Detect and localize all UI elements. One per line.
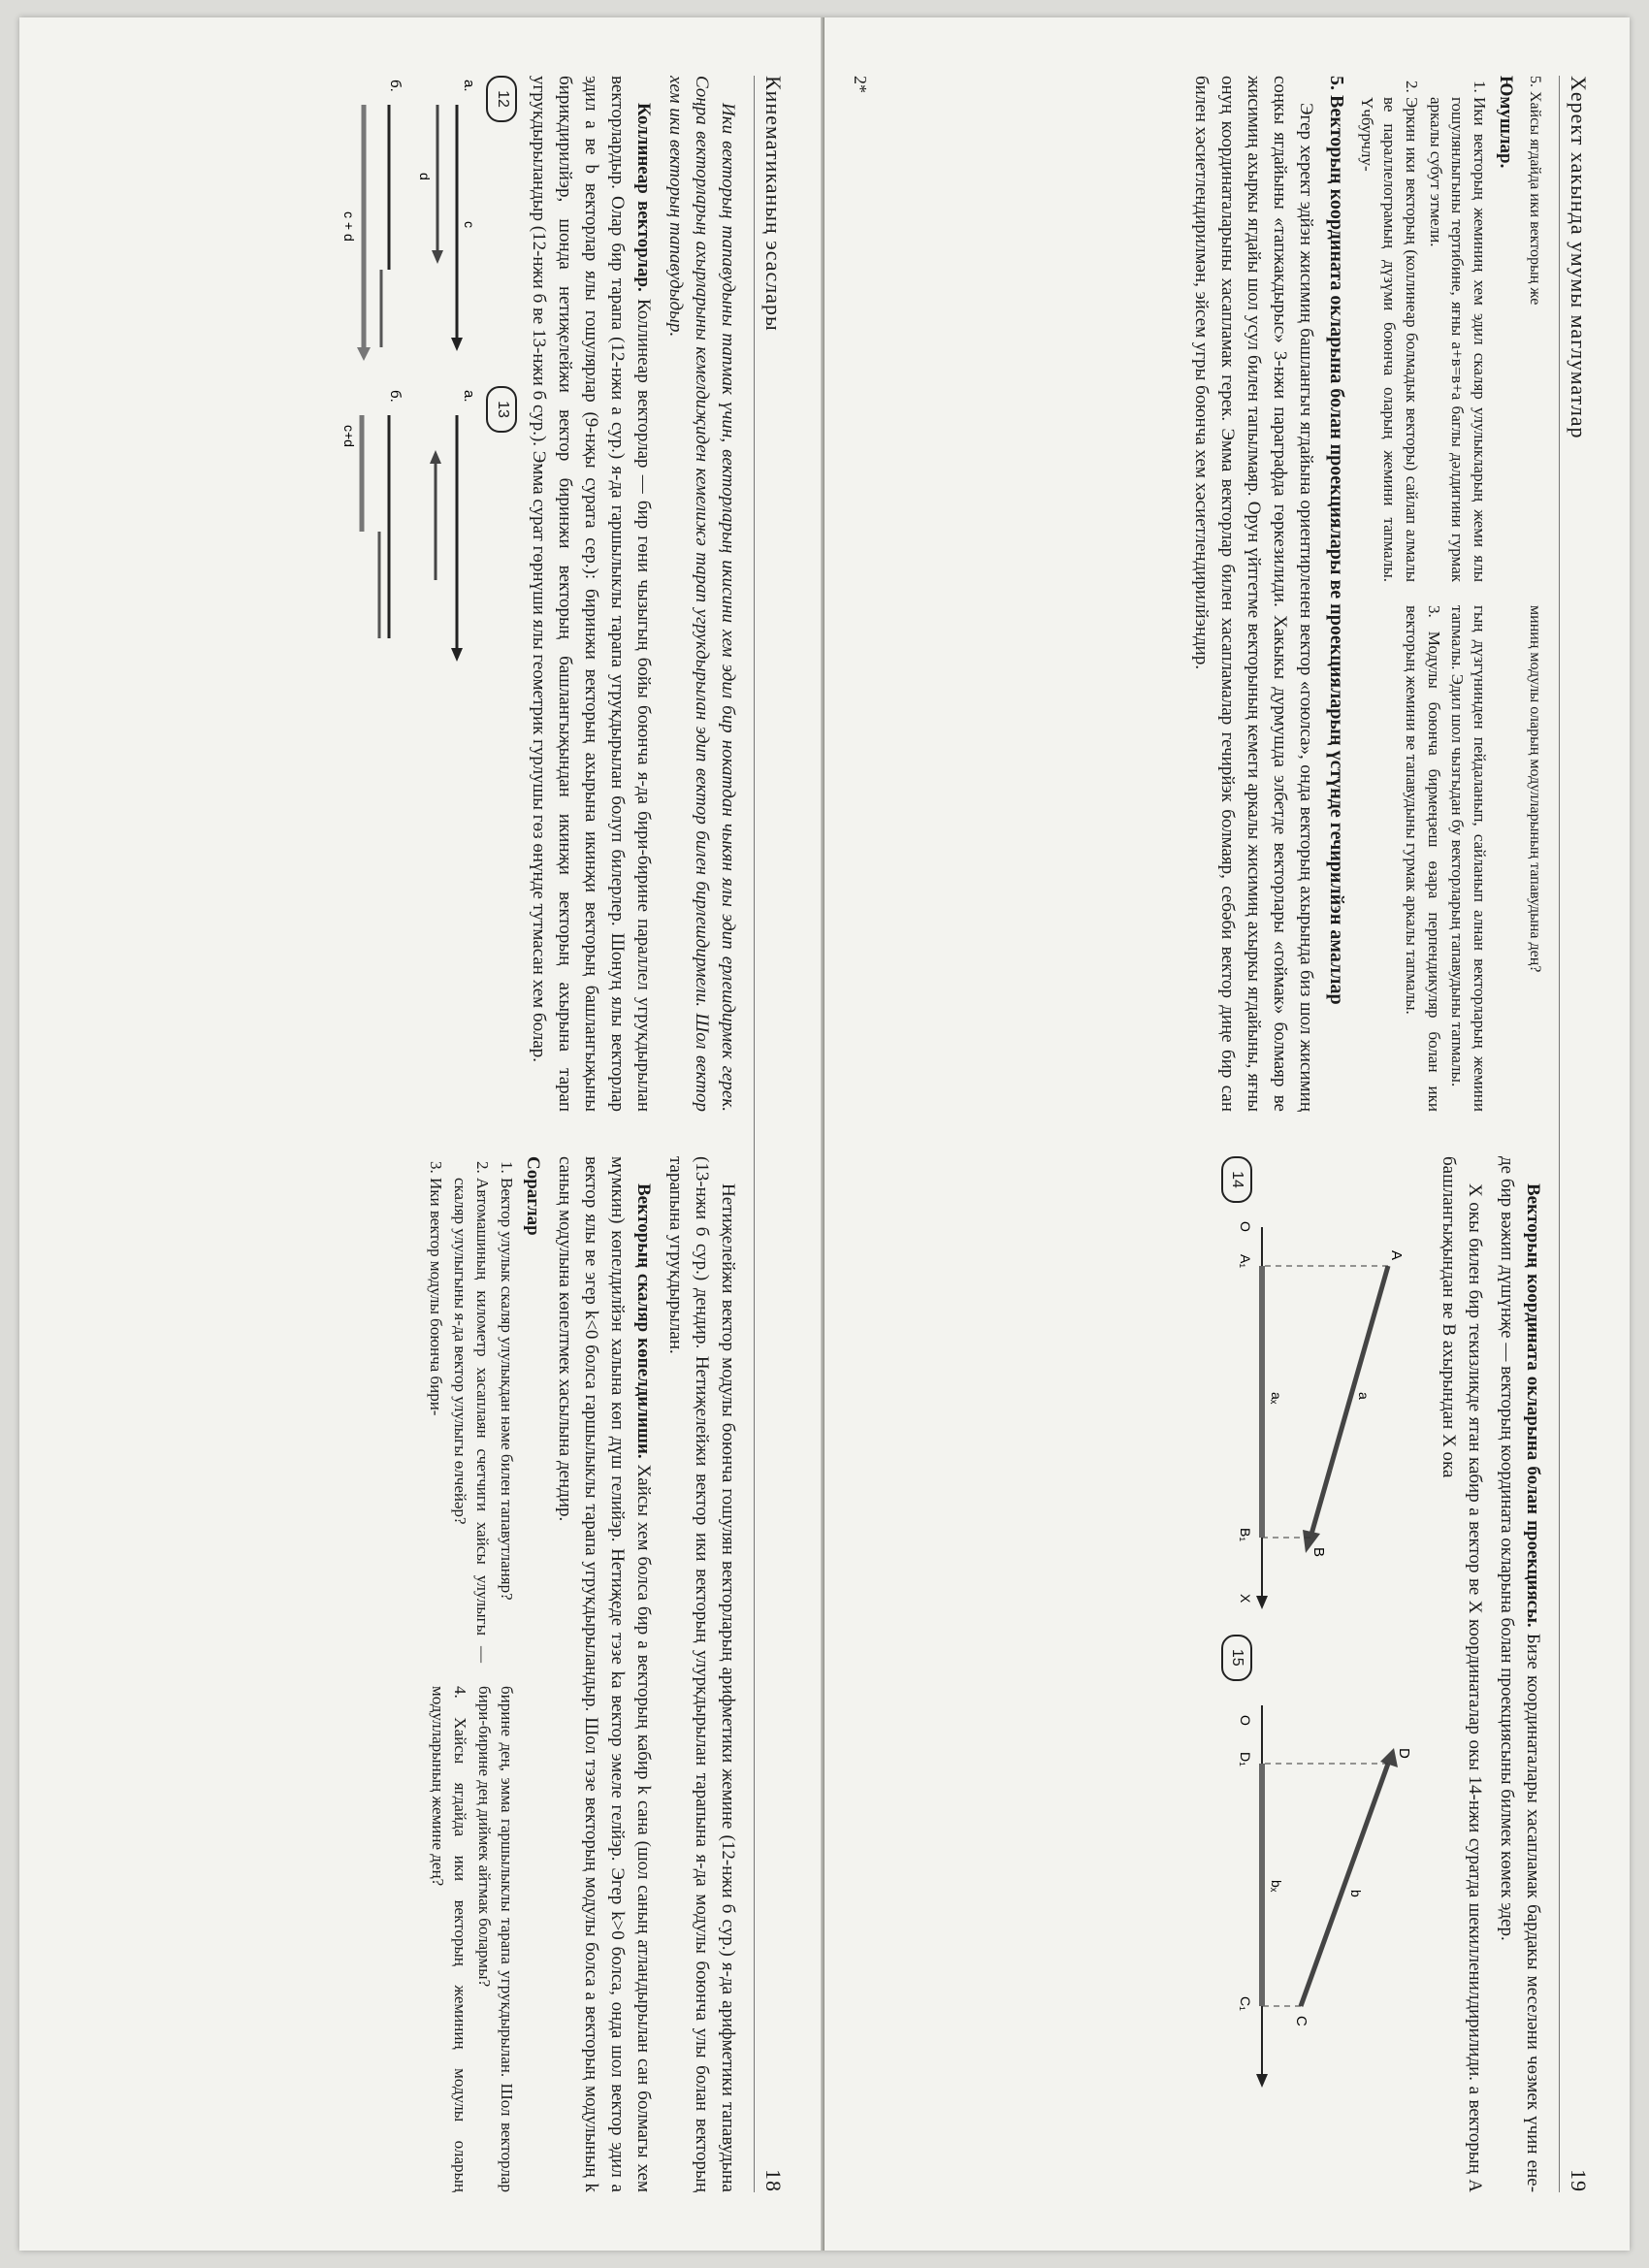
collinear-text: Коллинеар векторлар — бир гөни чызыгың бойы боюнча я-да бири-бирине параллел угрукдырылан векторлардыр. Олар бир тарапа (12-нжи а сур.) я-да гаршылыклы тарапа угрукдырылан болуп билерлер. Шонуң ялы векторлар эдил а ве b векторлар ялы гошулярлар (9-нҗы сурата сер.): биринжи векторың ахырына икинҗи векторың башлангыҗыны бирикдирилйэр, шонда нетиҗелейжи вектор биринжи векторың башлангыҗындан икинҗи векторың ахырына тарап угрукдырыландыр (12-нжи б ве 13-нжи б сур.). Эмма сурат гөрнүши ялы геометрик гурлушы гөз өнүнде тутмасан хем болар. <box>529 76 655 1112</box>
left-column-second <box>61 1156 740 2192</box>
fig13-arrowhead-d <box>430 450 441 464</box>
left-page <box>19 17 824 2251</box>
scalar-heading: Векторың скаляр көпелдилиши. <box>633 1183 655 1459</box>
fig13b-sum-label: c+d <box>341 425 358 447</box>
signature-mark: 2* <box>851 76 870 93</box>
fig13-label-b: б. <box>387 390 404 403</box>
figure-12 <box>332 76 517 367</box>
exercises-heading: Юмушлар. <box>1496 76 1517 169</box>
left-page-number: 18 <box>761 2169 786 2192</box>
projection-heading: Векторың координата окларына болан проекциясы. <box>1523 1183 1543 1628</box>
figure-14 <box>1221 1156 1427 1615</box>
figures-14-15 <box>1221 1156 1427 2192</box>
collinear-heading: Коллинеар векторлар. <box>633 103 655 292</box>
exercise-item: 2. Эркин ики векторың (коллинеар болмадык векторы) сайлап алмалы ве параллелограмың дүзүми боюнча оларың жемини тапмалы. Үчбурчлу- <box>1355 97 1422 582</box>
fig14-label-B: B <box>1310 1546 1328 1557</box>
fig12-c-label: c <box>462 221 478 228</box>
figure-13 <box>332 386 517 677</box>
result-paragraph: Нетиҗелейжи вектор модулы боюнча гошулян векторларың арифметики жемине (12-нжи б сур.) я-да арифметики тапавудына (13-нжи б сур.) дендир. Нетиҗелейжи вектор ики векторың улуркдырылан тарапына я-да модулы боюнча улы болан векторың тарапына угрукдырылан. <box>665 1156 738 2192</box>
question-item: 2. Автомашиның километр хасаплаян счетчиги хайсы улулыгы — скаляр улулыгыны я-да вектор улулыгы өлчейәр? <box>448 1178 493 1663</box>
exercises-list-2 <box>1400 605 1491 1112</box>
right-running-head <box>1559 76 1591 2192</box>
question-5-right: миниң модулы оларың модулларының тапавудына дең? <box>1527 605 1543 973</box>
book-spread-scan <box>19 17 1630 2251</box>
fig15-vector-b <box>1301 1764 1388 2006</box>
fig12-arrowhead-d <box>432 250 443 264</box>
projection-paragraph <box>1493 1156 1545 2192</box>
fig12b-sum-label: c + d <box>341 211 358 242</box>
fig15-label-D1: D₁ <box>1238 1751 1254 1766</box>
exercise-item: 1. Ики векторың жеминиң хем эдил скаляр улулыкларың жеми ялы гошулянлыгыны тертибине, яғны а+в=в+а баглы дәлдигини гурмак аркалы субут этмели. <box>1424 97 1491 582</box>
fig12-d-label: d <box>417 173 434 180</box>
right-column-main <box>866 76 1545 1112</box>
left-page-title: Кинематиканың эсаслары <box>761 76 786 332</box>
fig12-label-a: а. <box>461 80 478 92</box>
figure-15 <box>1221 1635 1427 2093</box>
fig14-label-A: A <box>1388 1249 1406 1260</box>
right-column-second <box>866 1156 1545 2192</box>
fig14-label-X: X <box>1238 1593 1254 1604</box>
fig14-vector-a <box>1310 1266 1388 1538</box>
scalar-paragraph <box>551 1156 656 2192</box>
projection-text: Бизе координаталары хасапламак бардакы меселәни чөзмек үчин ене-де бир вәжип дүшүнҗе — векторың координата окларына болан проекциясыны билмек көмек эдер. <box>1497 1156 1543 2192</box>
figure-15-diagram <box>1233 1686 1427 2093</box>
x-axis-paragraph: Х окы билен бир текизликде ятан кабир а вектор ве Х координаталар окы 14-нжи суратда шекилленилдирилиди. а векторың А башлангыҗындан ве В ахырындан Х ока <box>1439 1156 1486 2192</box>
questions-list-2 <box>427 1686 518 2192</box>
question-5 <box>1524 76 1545 1112</box>
question-item: 1. Вектор улулык скаляр улулыкдан нәме билен тапавутланяр? <box>495 1178 517 1663</box>
fig14-label-O: O <box>1238 1220 1254 1232</box>
question-item: 3. Ики вектор модулы боюнча бири- <box>425 1178 447 1663</box>
section-5-heading: 5. Векторың координата окларына болан проекциялары ве проекцияларың үстүнде гечирилйэн амаллар <box>1325 76 1347 1005</box>
question-item: 4. Хайсы ягдайда ики векторың жеминиң модулы оларың модулларының жемине дең? <box>429 1686 470 2192</box>
exercise-item: гың дүзгүнинден пейдаланып, сайланып алнан векторларың жемини тапмалы. Эдил шол чызгыдан бу векторларың тапавудыны тапмалы. <box>1448 605 1490 1112</box>
fig14-label-B1: B₁ <box>1238 1527 1254 1541</box>
fig15-label-D: D <box>1396 1747 1413 1759</box>
fig14-label-vec: a <box>1356 1391 1373 1400</box>
fig14-axis-arrow <box>1256 1596 1268 1609</box>
left-running-head <box>754 76 786 2192</box>
question-5-left: 5. Хайсы ягдайда ики векторың же <box>1527 76 1543 306</box>
fig15-label-proj: bₓ <box>1269 1879 1285 1892</box>
fig12-arrowhead-c <box>451 338 463 351</box>
fig14-label-proj: aₓ <box>1269 1391 1285 1405</box>
figure-12-diagram <box>340 76 486 367</box>
questions-block <box>423 1156 518 2192</box>
section-5-text: Эгер херект эдйэн жисимиң башлангыч ягдайына ориентирленен вектор «гоюлса», онда векторың ахырында биз шол жисимиң соңкы ягдайыны «тапжакдырыс» 3-нжи параграфда гөркезилиди. Хакыкы дурмушда элбетде векторлары «гоймак» болмаяр ве жисимиң ахыркы ягдайы шол усул билен тапылмаяр. Орун үйтгетме векторының кемеги аркалы жисимиң ахыркы ягдайыны, яғны онуң координаталарыны хасапламак герек. Эмма векторлар билен хасапламалар гечирйэк болмаяр, себәби вектор диңе бир сан билен хәсиетлендирилмән, эйсем угры боюнча хем хәсиетлендирилйэндир. <box>1190 76 1316 1112</box>
fig12-label-b: б. <box>387 80 404 92</box>
question-item: бирине дең, эмма гаршылыклы тарапа угрукдырылан. Шол векторлар бири-бирине дең диймек айтмак болармы? <box>475 1686 517 2192</box>
fig15-label-C: C <box>1293 2015 1310 2026</box>
right-page <box>824 17 1630 2251</box>
vector-difference-rule: Ики векторың тапавудыны тапмак үчин, векторларың икисини хем эдил бир нокатдан чыкян ялы эдип ерлешдирмек герек. Соңра векторларың ахырларыны кемелдиҗиден кемелижә тарап угрукдырылан эдип вектор билен бирлешдирмели. Шол вектор хем ики векторың тапавудыдыр. <box>665 76 738 1112</box>
figure-13-number: 13 <box>486 386 517 433</box>
questions-list-1 <box>425 1156 518 1663</box>
figure-14-number: 14 <box>1221 1156 1252 1203</box>
left-column-main <box>61 76 740 1112</box>
figures-12-13 <box>332 76 517 1112</box>
fig15-label-C1: C₁ <box>1238 1995 1254 2011</box>
fig13-label-a: а. <box>461 390 478 403</box>
figure-12-number: 12 <box>486 76 517 122</box>
questions-heading: Сораглар <box>523 1156 544 1236</box>
fig15-label-vec: b <box>1348 1889 1365 1897</box>
fig15-axis-arrow <box>1256 2074 1268 2088</box>
fig13-arrowhead-c <box>451 648 463 662</box>
exercises-list-1 <box>1355 76 1491 582</box>
exercises-block <box>1353 76 1491 1112</box>
scalar-text: Хайсы хем болса бир а векторың кабир k сана (шол саның атландырылан сан болмагы хем мүмкин) көпелдилйэн халына көп дүш гелийэр. Нетиҗеде тэзе kа вектор эмеле гелйэр. Эгер k>0 болса, онда шол вектор эдил а вектор ялы ве эгер k<0 болса гаршылыклы тарапа угрукдырыландыр. Шол тэзе векторың модулы болса а векторың модулының k саның модулына көпелтмек хасылына дендир. <box>555 1156 655 2192</box>
collinear-paragraph <box>525 76 656 1112</box>
fig14-label-A1: A₁ <box>1238 1253 1254 1268</box>
figure-14-diagram <box>1233 1208 1427 1615</box>
fig15-label-O: O <box>1238 1714 1254 1726</box>
right-page-title: Херект хакында умумы маглуматлар <box>1567 76 1591 439</box>
right-page-number: 19 <box>1567 2169 1591 2192</box>
fig12b-sum-arrowhead <box>357 347 371 361</box>
figure-13-diagram <box>340 386 486 677</box>
figure-15-number: 15 <box>1221 1635 1252 1681</box>
exercise-item: 3. Модулы боюнча бирмеңзеш өзара перпендикуляр болан ики векторың жемини ве тапавудыны гурмак аркалы тапмалы. <box>1402 605 1443 1112</box>
